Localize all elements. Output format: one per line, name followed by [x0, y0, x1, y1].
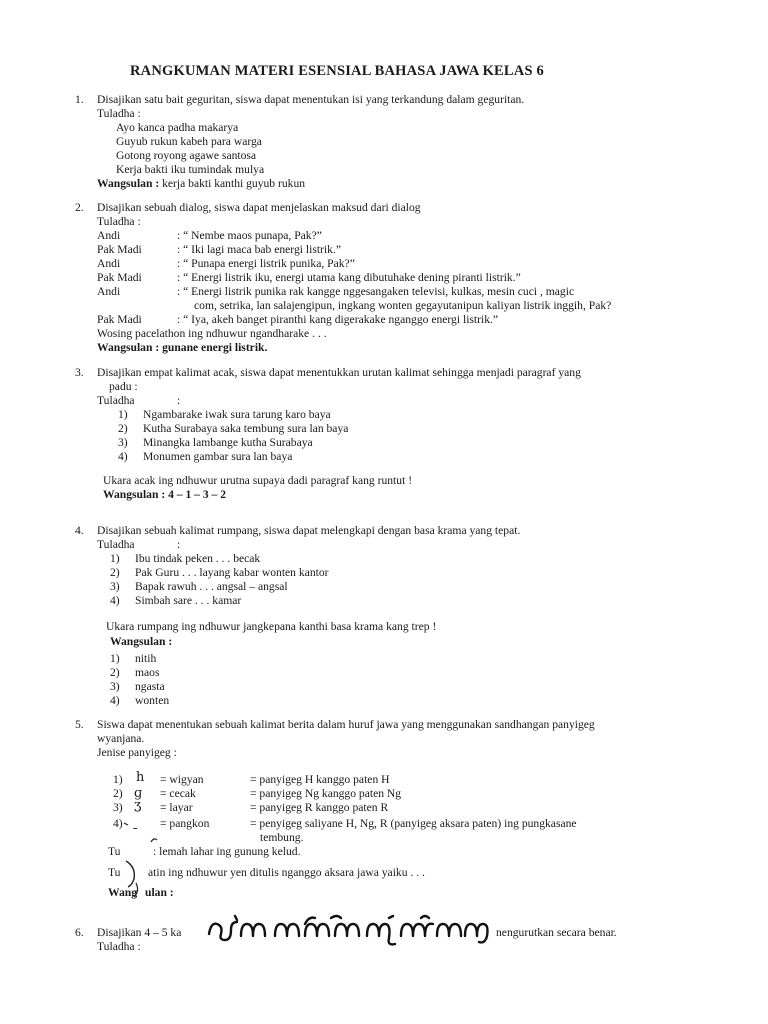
dialog-line: : “ Energi listrik punika rak kangge nggesangaken televisi, kulkas, mesin cuci , magic [177, 285, 575, 298]
section-1-number: 1. [75, 93, 84, 106]
dialog-speaker: Pak Madi [97, 313, 142, 326]
scribble-mark-icon [134, 883, 138, 897]
section-3-text-cont: padu : [109, 380, 138, 393]
section-2-question: Wosing pacelathon ing ndhuwur ngandharake . . . [97, 327, 327, 340]
section-5-jenise: Jenise panyigeg : [97, 746, 177, 759]
list-item: Ibu tindak peken . . . becak [135, 552, 261, 565]
panyigeg-desc: = panyigeg H kanggo paten H [250, 773, 390, 786]
poem-line: Guyub rukun kabeh para warga [116, 135, 262, 148]
scribble-mark-icon [151, 839, 157, 842]
page-title: RANGKUMAN MATERI ESENSIAL BAHASA JAWA KELAS 6 [130, 63, 545, 79]
section-6-number: 6. [75, 926, 84, 939]
poem-line: Ayo kanca padha makarya [116, 121, 239, 134]
section-3-colon: : [177, 394, 181, 407]
list-number: 4) [118, 450, 128, 463]
section-4-colon: : [177, 538, 181, 551]
layar-glyph-icon: ʒ [134, 798, 142, 813]
list-number: 1) [113, 773, 123, 786]
list-item: Monumen gambar sura lan baya [143, 450, 293, 463]
section-2-text: Disajikan sebuah dialog, siswa dapat menjelaskan maksud dari dialog [97, 201, 421, 214]
dialog-speaker: Andi [97, 257, 121, 270]
panyigeg-desc: = penyigeg saliyane H, Ng, R (panyigeg aksara paten) ing pungkasane [250, 817, 577, 830]
section-4-number: 4. [75, 524, 84, 537]
section-5-text: Siswa dapat menentukan sebuah kalimat berita dalam huruf jawa yang menggunakan sandhangan panyigeg [97, 718, 595, 731]
dialog-speaker: Pak Madi [97, 243, 142, 256]
section-3-answer: Wangsulan : 4 – 1 – 3 – 2 [103, 488, 227, 501]
poem-line: Kerja bakti iku tumindak mulya [116, 163, 265, 176]
answer-item: wonten [135, 694, 170, 707]
list-item: Ngambarake iwak sura tarung karo baya [143, 408, 331, 421]
section-5-tu1: Tu [108, 845, 121, 858]
panyigeg-name: = pangkon [160, 817, 210, 830]
list-item: Kutha Surabaya saka tembung sura lan baya [143, 422, 349, 435]
section-5-wang-a: Wang [108, 886, 137, 899]
section-2-answer: Wangsulan : gunane energi listrik. [97, 341, 268, 354]
answer-number: 3) [110, 680, 120, 693]
dialog-speaker: Andi [97, 285, 121, 298]
list-number: 3) [118, 436, 128, 449]
section-5-tu2-rest: atin ing ndhuwur yen ditulis nganggo aksara jawa yaiku . . . [148, 866, 425, 879]
panyigeg-name: = cecak [160, 787, 196, 800]
section-5-wang-b: ulan : [145, 886, 174, 899]
section-4-text: Disajikan sebuah kalimat rumpang, siswa dapat melengkapi dengan basa krama yang tepat. [97, 524, 521, 537]
answer-number: 2) [110, 666, 120, 679]
list-number: 4) [113, 817, 123, 830]
dialog-line-continuation: com, setrika, lan salajengipun, ingkang wonten gegayutanipun kaliyan listrik inggih, Pak? [194, 299, 612, 312]
dialog-line: : “ Energi listrik iku, energi utama kang dibutuhake dening piranti listrik.” [177, 271, 521, 284]
section-3-text: Disajikan empat kalimat acak, siswa dapat menentukkan urutan kalimat sehingga menjadi paragraf yang [97, 366, 581, 379]
list-number: 1) [110, 552, 120, 565]
dialog-line: : “ Iki lagi maca bab energi listrik.” [177, 243, 341, 256]
panyigeg-name: = wigyan [160, 773, 204, 786]
section-1-tuladha: Tuladha : [97, 107, 141, 120]
panyigeg-name: = layar [160, 801, 193, 814]
list-item: Bapak rawuh . . . angsal – angsal [135, 580, 288, 593]
section-5-tu2: Tu [108, 866, 121, 879]
answer-item: ngasta [135, 680, 165, 693]
answer-item: maos [135, 666, 160, 679]
panyigeg-desc-cont: tembung. [260, 831, 304, 844]
panyigeg-desc: = panyigeg R kanggo paten R [250, 801, 389, 814]
answer-number: 4) [110, 694, 120, 707]
section-3-question: Ukara acak ing ndhuwur urutna supaya dadi paragraf kang runtut ! [103, 474, 413, 487]
list-number: 2) [113, 787, 123, 800]
list-number: 3) [113, 801, 123, 814]
section-4-answer-label: Wangsulan : [110, 635, 173, 648]
section-6-text-a: Disajikan 4 – 5 ka [97, 926, 182, 939]
list-item: Minangka lambange kutha Surabaya [143, 436, 313, 449]
section-4-tuladha: Tuladha [97, 538, 135, 551]
answer-item: nitih [135, 652, 157, 665]
list-number: 2) [110, 566, 120, 579]
section-5-text-cont: wyanjana. [97, 732, 145, 745]
list-number: 4) [110, 594, 120, 607]
section-2-tuladha: Tuladha : [97, 215, 141, 228]
list-number: 1) [118, 408, 128, 421]
cecak-glyph-icon: ɡ [134, 786, 143, 801]
javanese-script-image [205, 912, 490, 946]
list-number: 3) [110, 580, 120, 593]
answer-label: Wangsulan : [97, 177, 160, 190]
poem-line: Gotong royong agawe santosa [116, 149, 257, 162]
section-6-text-b: nengurutkan secara benar. [496, 926, 617, 939]
section-6-tuladha: Tuladha : [97, 940, 141, 953]
section-2-number: 2. [75, 201, 84, 214]
dialog-speaker: Pak Madi [97, 271, 142, 284]
dialog-line: : “ Punapa energi listrik punika, Pak?” [177, 257, 355, 270]
wigyan-glyph-icon: h [136, 770, 145, 785]
answer-number: 1) [110, 652, 120, 665]
pangkon-glyph-icon: ˍ [132, 816, 139, 831]
list-number: 2) [118, 422, 128, 435]
section-3-number: 3. [75, 366, 84, 379]
dialog-speaker: Andi [97, 229, 121, 242]
section-3-tuladha: Tuladha [97, 394, 135, 407]
dialog-line: : “ Nembe maos punapa, Pak?” [177, 229, 322, 242]
answer-text: kerja bakti kanthi guyub rukun [162, 177, 306, 190]
dialog-line: : “ Iya, akeh banget piranthi kang digerakake nganggo energi listrik.” [177, 313, 499, 326]
section-4-question: Ukara rumpang ing ndhuwur jangkepana kanthi basa krama kang trep ! [106, 620, 437, 633]
pangkon-mark-icon [124, 823, 128, 825]
list-item: Pak Guru . . . layang kabar wonten kantor [135, 566, 329, 579]
section-5-tu1-rest: : lemah lahar ing gunung kelud. [153, 845, 301, 858]
section-5-number: 5. [75, 718, 84, 731]
list-item: Simbah sare . . . kamar [135, 594, 242, 607]
panyigeg-desc: = panyigeg Ng kanggo paten Ng [250, 787, 402, 800]
section-1-text: Disajikan satu bait geguritan, siswa dapat menentukan isi yang terkandung dalam geguritan. [97, 93, 525, 106]
hook-scribble-icon [126, 861, 134, 887]
